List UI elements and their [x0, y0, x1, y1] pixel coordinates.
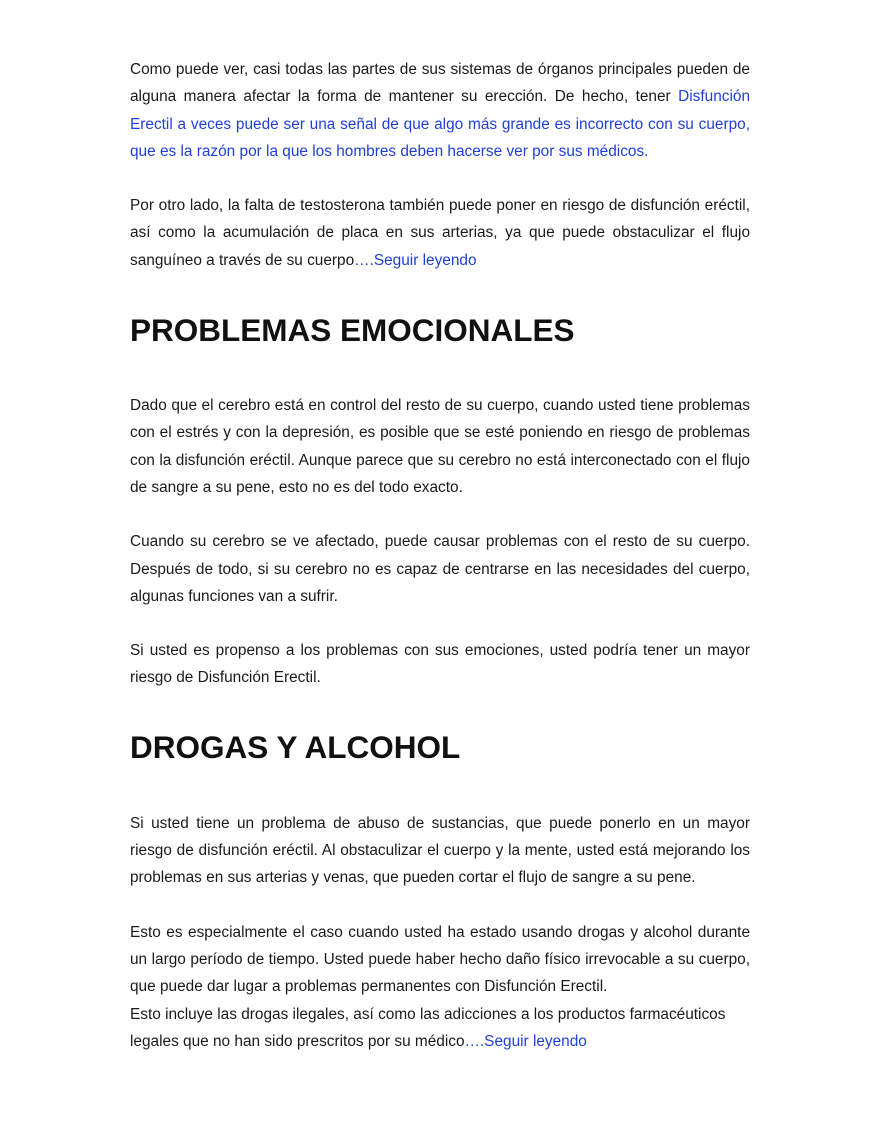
paragraph-text: Esto incluye las drogas ilegales, así como las adicciones a los productos farmacéuticos legales que no han sido prescritos por su médico [130, 1005, 726, 1050]
paragraph-testosterone [130, 192, 750, 274]
disfuncion-erectil-link[interactable]: Disfunción Erectil a veces puede ser una señal de que algo más grande es incorrecto con su cuerpo, que es la razón por la que los hombres deben hacerse ver por sus médicos. [130, 88, 750, 160]
paragraph-organ-systems [130, 56, 750, 165]
paragraph-emotions-risk: Si usted es propenso a los problemas con sus emociones, usted podría tener un mayor riesgo de Disfunción Erectil. [130, 642, 750, 687]
paragraph-text: Esto es especialmente el caso cuando usted ha estado usando drogas y alcohol durante un largo período de tiempo. Usted puede haber hecho daño físico irrevocable a su cuerpo, que puede dar lugar a problemas permanentes con Disfunción Erectil. [130, 923, 750, 996]
seguir-leyendo-link[interactable]: ….Seguir leyendo [354, 251, 477, 269]
paragraph-text: Por otro lado, la falta de testosterona también puede poner en riesgo de disfunción eréctil, así como la acumulación de placa en sus arterias, ya que puede obstaculizar el flujo sanguíneo a través de su cuerpo [130, 197, 750, 269]
heading-drogas-alcohol: DROGAS Y ALCOHOL [130, 728, 461, 765]
paragraph-long-term-use [130, 919, 750, 1001]
seguir-leyendo-link[interactable]: ….Seguir leyendo [464, 1032, 587, 1050]
paragraph-brain-control: Dado que el cerebro está en control del resto de su cuerpo, cuando usted tiene problemas con el estrés y con la depresión, es posible que se esté poniendo en riesgo de problemas con la disfunción eréctil. Aunque parece que su cerebro no está interconectado con el flujo de sangre a su pene, esto no es del todo exacto. [130, 397, 750, 496]
paragraph-text: Como puede ver, casi todas las partes de sus sistemas de órganos principales pueden de alguna manera afectar la forma de mantener su erección. De hecho, tener [130, 61, 750, 106]
heading-problemas-emocionales: PROBLEMAS EMOCIONALES [130, 312, 575, 349]
paragraph-illegal-drugs [130, 1001, 750, 1056]
document-page [130, 56, 750, 1055]
paragraph-brain-affected: Cuando su cerebro se ve afectado, puede causar problemas con el resto de su cuerpo. Después de todo, si su cerebro no es capaz de centrarse en las necesidades del cuerpo, algunas funciones van a sufrir. [130, 533, 750, 605]
paragraph-substance-abuse: Si usted tiene un problema de abuso de sustancias, que puede ponerlo en un mayor riesgo de disfunción eréctil. Al obstaculizar el cuerpo y la mente, usted está mejorando los problemas en sus arterias y venas, que pueden cortar el flujo de sangre a su pene. [130, 814, 750, 887]
